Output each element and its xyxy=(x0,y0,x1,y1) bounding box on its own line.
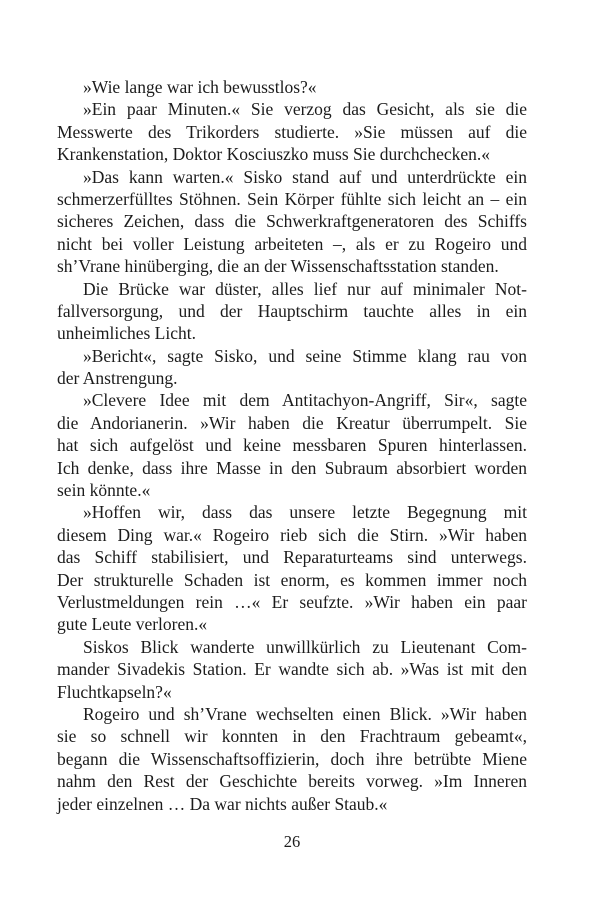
text-line: sh’Vrane hinüberging, die an der Wissenschaftsstation standen. xyxy=(57,256,499,277)
text-line: Rogeiro und sh’Vrane wechselten einen Blick. »Wir haben xyxy=(83,703,527,724)
text-line: »Wie lange war ich bewusstlos?« xyxy=(83,77,317,97)
paragraph xyxy=(57,345,527,390)
text-line: Fluchtkapseln?« xyxy=(57,681,172,702)
text-line: die Andorianerin. »Wir haben die Kreatur überrumpelt. Sie xyxy=(57,412,527,433)
text-line: Messwerte des Trikorders studierte. »Sie müssen auf die xyxy=(57,121,527,142)
text-line: »Hoffen wir, dass das unsere letzte Begegnung mit xyxy=(83,502,527,523)
text-line: »Bericht«, sagte Sisko, und seine Stimme klang rau von xyxy=(83,345,527,366)
text-line: sie so schnell wir konnten in den Frachtraum gebeamt«, xyxy=(57,726,527,747)
text-line: Ich denke, dass ihre Masse in den Subraum absorbiert worden xyxy=(57,457,527,478)
text-line: gute Leute verloren.« xyxy=(57,614,208,635)
text-line: jeder einzelnen … Da war nichts außer Staub.« xyxy=(57,793,388,814)
text-line: schmerzerfülltes Stöhnen. Sein Körper fühlte sich leicht an – ein xyxy=(57,188,527,209)
text-line: der Anstrengung. xyxy=(57,368,178,389)
text-line: »Clevere Idee mit dem Antitachyon-Angriff, Sir«, sagte xyxy=(83,390,527,411)
text-line: hat sich aufgelöst und keine messbaren Spuren hinterlassen. xyxy=(57,435,527,456)
text-line: Siskos Blick wanderte unwillkürlich zu Lieutenant Com- xyxy=(83,636,527,657)
text-line: das Schiff stabilisiert, und Reparaturteams sind unterwegs. xyxy=(57,547,527,568)
text-line: sein könnte.« xyxy=(57,480,151,501)
text-line: unheimliches Licht. xyxy=(57,323,196,344)
text-line: Krankenstation, Doktor Kosciuszko muss Sie durchchecken.« xyxy=(57,144,491,165)
paragraph xyxy=(57,98,527,165)
text-line: sicheres Zeichen, dass die Schwerkraftgeneratoren des Schiffs xyxy=(57,211,527,232)
paragraph xyxy=(57,76,527,98)
text-line: »Das kann warten.« Sisko stand auf und unterdrückte ein xyxy=(83,166,527,187)
text-line: diesem Ding war.« Rogeiro rieb sich die Stirn. »Wir haben xyxy=(57,524,527,545)
text-line: »Ein paar Minuten.« Sie verzog das Gesicht, als sie die xyxy=(83,99,527,120)
paragraph xyxy=(57,389,527,501)
text-line: nicht bei voller Leistung arbeiteten –, als er zu Rogeiro und xyxy=(57,233,527,254)
text-line: Die Brücke war düster, alles lief nur auf minimaler Not- xyxy=(83,278,527,299)
paragraph xyxy=(57,278,527,345)
paragraph xyxy=(57,501,527,635)
text-line: Verlustmeldungen rein …« Er seufzte. »Wir haben ein paar xyxy=(57,591,527,612)
paragraph xyxy=(57,703,527,815)
paragraph xyxy=(57,636,527,703)
paragraph xyxy=(57,166,527,278)
text-line: nahm den Rest der Geschichte bereits vorweg. »Im Inneren xyxy=(57,771,527,792)
page-number: 26 xyxy=(283,832,301,851)
body-text xyxy=(57,76,527,815)
text-line: mander Sivadekis Station. Er wandte sich ab. »Was ist mit den xyxy=(57,659,527,680)
text-line: Der strukturelle Schaden ist enorm, es kommen immer noch xyxy=(57,569,527,590)
text-line: begann die Wissenschaftsoffizierin, doch ihre betrübte Miene xyxy=(57,748,527,769)
text-line: fallversorgung, und der Hauptschirm tauchte alles in ein xyxy=(57,300,527,321)
